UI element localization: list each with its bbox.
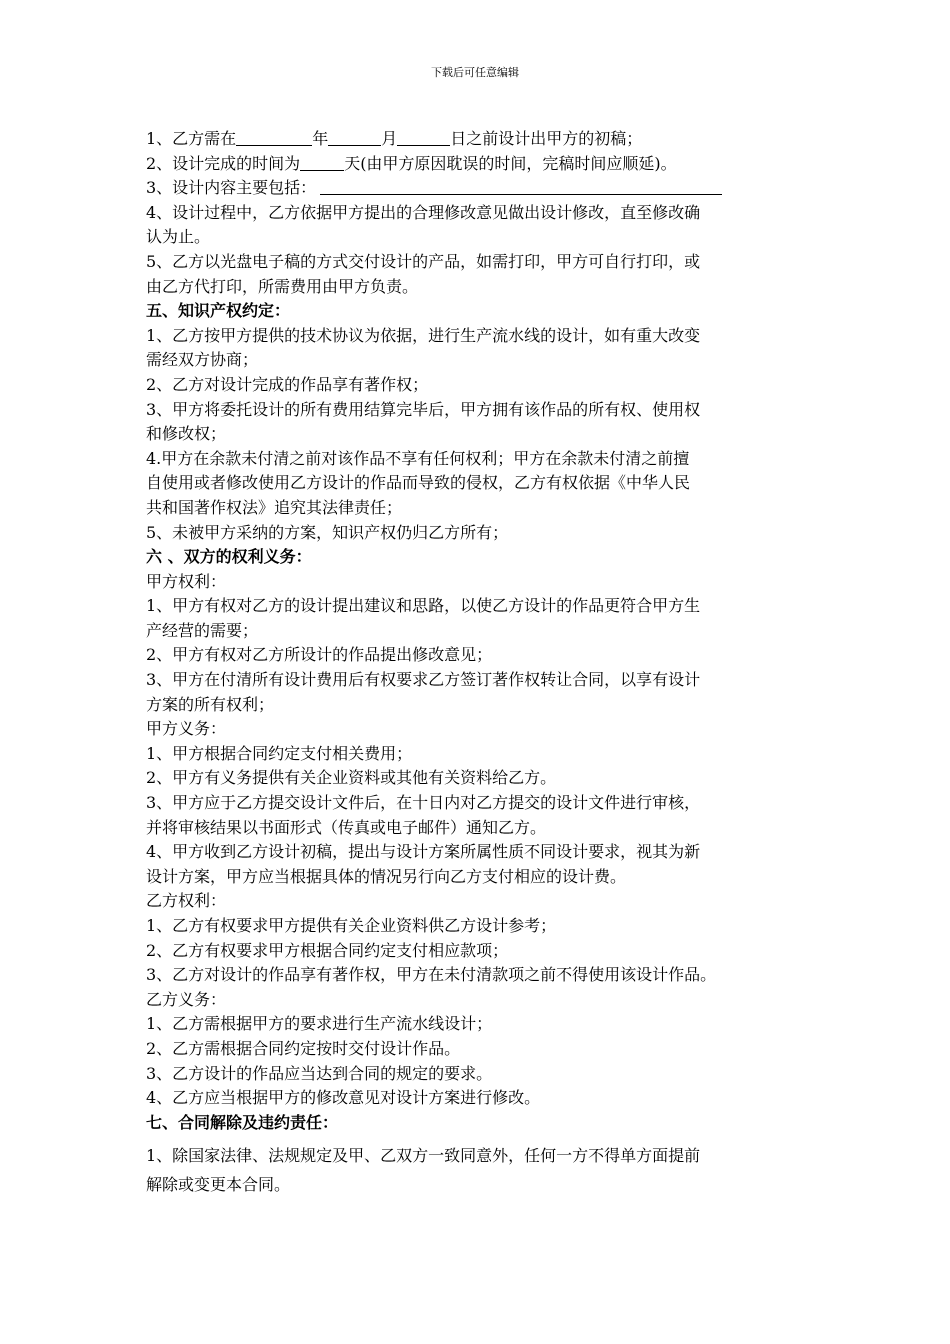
days-blank bbox=[300, 154, 344, 171]
party-b-duty-1: 1、乙方需根据甲方的要求进行生产流水线设计； bbox=[146, 1014, 493, 1034]
termination-item-1: 1、除国家法律、法规规定及甲、乙双方一致同意外，任何一方不得单方面提前 bbox=[146, 1146, 701, 1166]
termination-item-1-cont: 解除或变更本合同。 bbox=[146, 1175, 291, 1195]
section-heading-termination: 七、合同解除及违约责任： bbox=[146, 1112, 339, 1132]
ip-item-1: 1、乙方按甲方提供的技术协议为依据，进行生产流水线的设计，如有重大改变 bbox=[146, 325, 701, 345]
party-a-right-1: 1、甲方有权对乙方的设计提出建议和思路，以使乙方设计的作品更符合甲方生 bbox=[146, 596, 701, 616]
party-a-duty-3-cont: 并将审核结果以书面形式（传真或电子邮件）通知乙方。 bbox=[146, 817, 547, 837]
ip-item-3: 3、甲方将委托设计的所有费用结算完毕后，甲方拥有该作品的所有权、使用权 bbox=[146, 399, 701, 419]
party-a-rights-title: 甲方权利： bbox=[146, 571, 227, 591]
schedule-item-3: 3、设计内容主要包括： bbox=[146, 176, 826, 201]
ip-item-4-cont-1: 自使用或者修改使用乙方设计的作品而导致的侵权，乙方有权依据《中华人民 bbox=[146, 473, 691, 493]
party-b-duty-4: 4、乙方应当根据甲方的修改意见对设计方案进行修改。 bbox=[146, 1088, 541, 1108]
ip-item-1-cont: 需经双方协商； bbox=[146, 350, 259, 370]
schedule-item-5: 5、乙方以光盘电子稿的方式交付设计的产品，如需打印，甲方可自行打印，或 bbox=[146, 251, 701, 271]
party-b-right-3: 3、乙方对设计的作品享有著作权，甲方在未付清款项之前不得使用该设计作品。 bbox=[146, 965, 717, 985]
year-blank bbox=[236, 129, 312, 146]
party-b-duty-3: 3、乙方设计的作品应当达到合同的规定的要求。 bbox=[146, 1063, 493, 1083]
ip-item-5: 5、未被甲方采纳的方案，知识产权仍归乙方所有； bbox=[146, 522, 509, 542]
party-a-right-2: 2、甲方有权对乙方所设计的作品提出修改意见； bbox=[146, 645, 493, 665]
party-a-right-3: 3、甲方在付清所有设计费用后有权要求乙方签订著作权转让合同，以享有设计 bbox=[146, 670, 701, 690]
ip-item-3-cont: 和修改权； bbox=[146, 424, 227, 444]
section-heading-ip: 五、知识产权约定： bbox=[146, 301, 291, 321]
month-blank bbox=[328, 129, 381, 146]
party-a-duty-3: 3、甲方应于乙方提交设计文件后，在十日内对乙方提交的设计文件进行审核， bbox=[146, 793, 701, 813]
party-a-right-3-cont: 方案的所有权利； bbox=[146, 694, 275, 714]
party-a-duty-4: 4、甲方收到乙方设计初稿，提出与设计方案所属性质不同设计要求，视其为新 bbox=[146, 842, 701, 862]
party-a-duty-1: 1、甲方根据合同约定支付相关费用； bbox=[146, 743, 413, 763]
document-body bbox=[146, 127, 826, 1199]
schedule-item-5-cont: 由乙方代打印，所需费用由甲方负责。 bbox=[146, 276, 419, 296]
section-heading-rights: 六 、双方的权利义务： bbox=[146, 547, 312, 567]
day-blank bbox=[397, 129, 450, 146]
schedule-item-4-cont: 认为止。 bbox=[146, 227, 211, 247]
party-b-right-2: 2、乙方有权要求甲方根据合同约定支付相应款项； bbox=[146, 940, 509, 960]
schedule-item-2: 2、设计完成的时间为 天(由甲方原因耽误的时间，完稿时间应顺延)。 bbox=[146, 153, 677, 173]
ip-item-4: 4.甲方在余款未付清之前对该作品不享有任何权利；甲方在余款未付清之前擅 bbox=[146, 448, 690, 468]
page-header: 下载后可任意编辑 bbox=[431, 66, 519, 79]
party-a-duty-4-cont: 设计方案，甲方应当根据具体的情况另行向乙方支付相应的设计费。 bbox=[146, 866, 627, 886]
party-a-right-1-cont: 产经营的需要； bbox=[146, 620, 259, 640]
ip-item-4-cont-2: 共和国著作权法》追究其法律责任； bbox=[146, 497, 403, 517]
party-a-duty-2: 2、甲方有义务提供有关企业资料或其他有关资料给乙方。 bbox=[146, 768, 557, 788]
party-b-rights-title: 乙方权利： bbox=[146, 891, 227, 911]
schedule-item-1: 1、乙方需在 年 月 日之前设计出甲方的初稿； bbox=[146, 129, 643, 148]
ip-item-2: 2、乙方对设计完成的作品享有著作权； bbox=[146, 374, 429, 394]
schedule-item-4: 4、设计过程中，乙方依据甲方提出的合理修改意见做出设计修改，直至修改确 bbox=[146, 202, 701, 222]
party-b-duties-title: 乙方义务： bbox=[146, 989, 227, 1009]
party-b-duty-2: 2、乙方需根据合同约定按时交付设计作品。 bbox=[146, 1038, 461, 1058]
design-content-blank bbox=[320, 178, 722, 195]
party-b-right-1: 1、乙方有权要求甲方提供有关企业资料供乙方设计参考； bbox=[146, 916, 557, 935]
party-a-duties-title: 甲方义务： bbox=[146, 719, 227, 739]
